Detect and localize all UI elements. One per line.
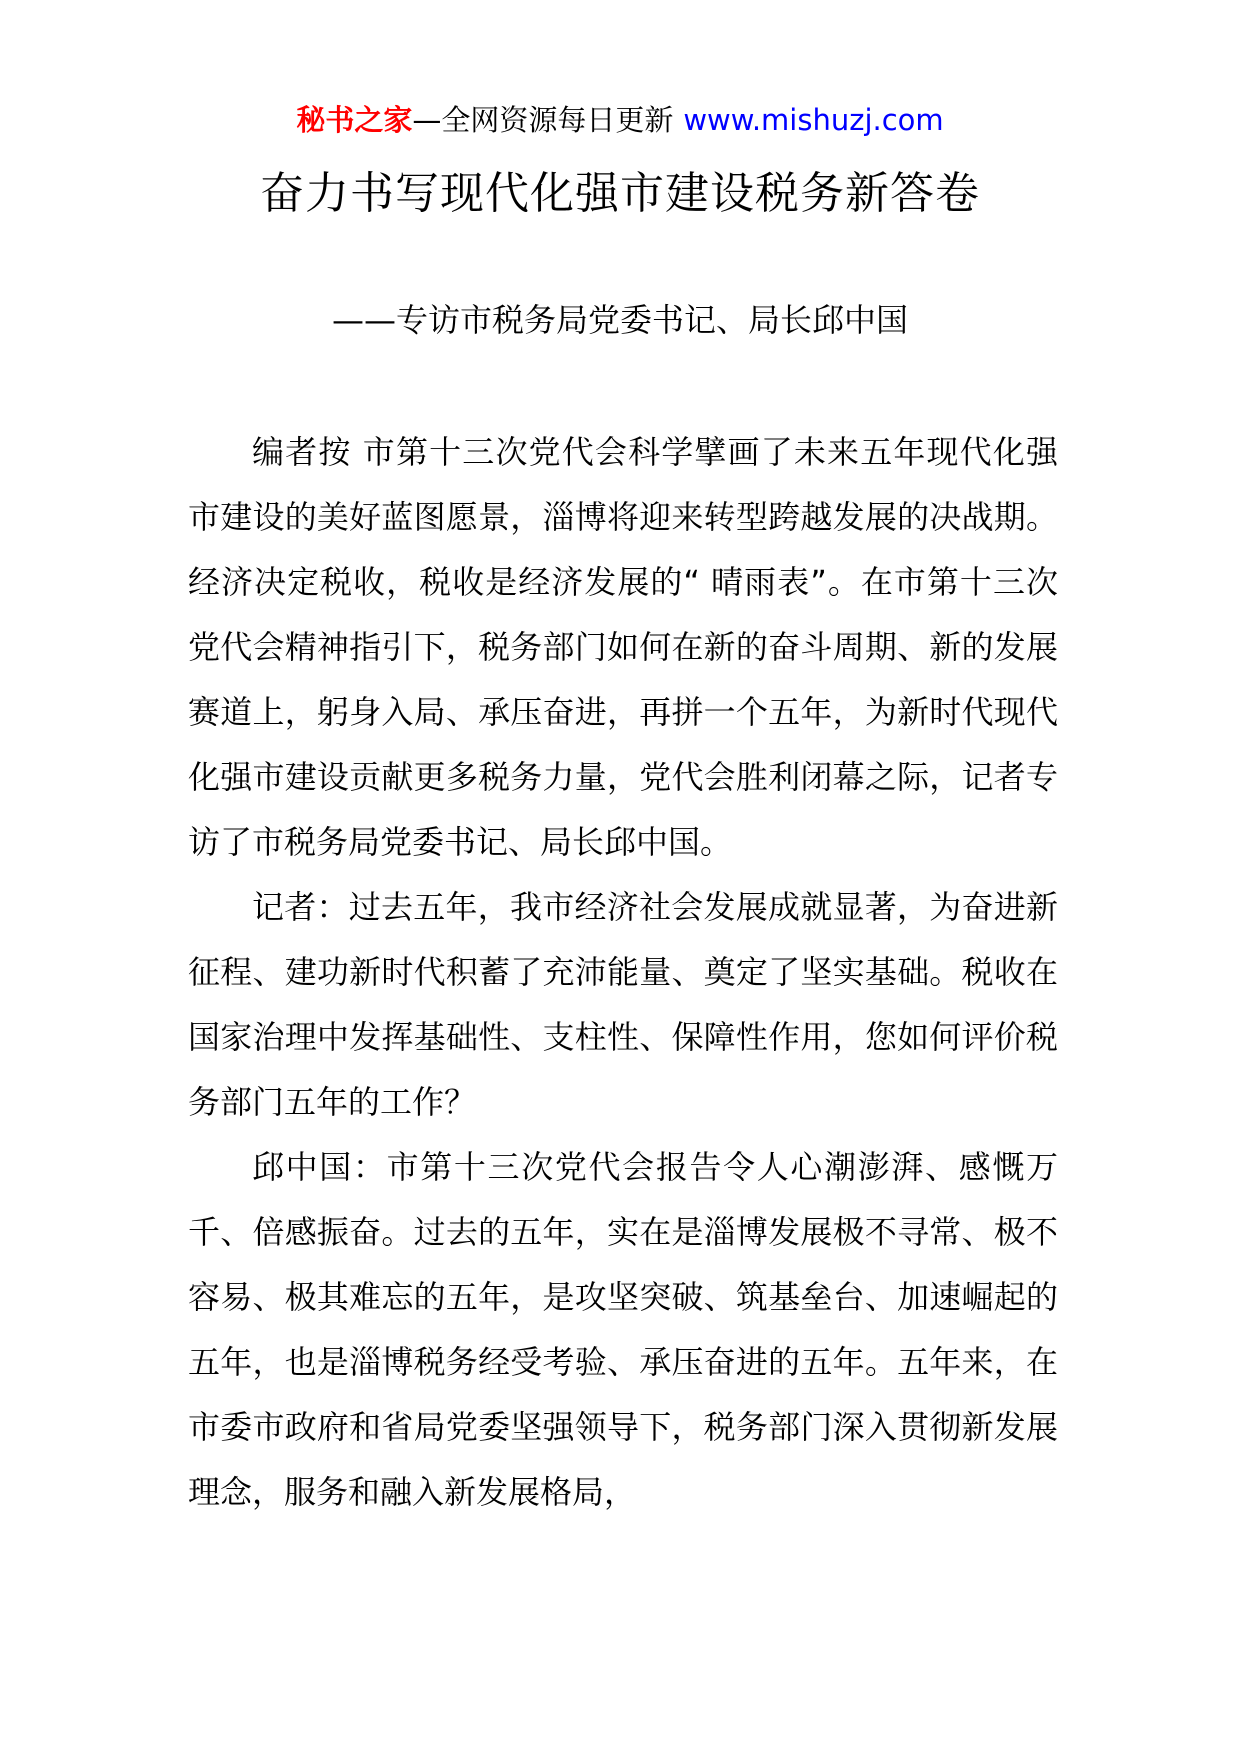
header-tagline: —全网资源每日更新 xyxy=(412,103,674,137)
site-header xyxy=(0,100,1240,140)
document-title: 奋力书写现代化强市建设税务新答卷 xyxy=(260,168,980,219)
document-body xyxy=(188,420,1058,1525)
paragraph-reporter-question: 记者：过去五年，我市经济社会发展成就显著，为奋进新征程、建功新时代积蓄了充沛能量、奠定了坚实基础。税收在国家治理中发挥基础性、支柱性、保障性作用，您如何评价税务部门五年的工作？ xyxy=(188,888,1058,1121)
site-url-link[interactable]: www.mishuzj.com xyxy=(683,103,944,137)
document-subtitle: ——专访市税务局党委书记、局长邱中国 xyxy=(331,301,908,339)
paragraph-interviewee-answer: 邱中国：市第十三次党代会报告令人心潮澎湃、感慨万千、倍感振奋。过去的五年，实在是淄博发展极不寻常、极不容易、极其难忘的五年，是攻坚突破、筑基垒台、加速崛起的五年，也是淄博税务经受考验、承压奋进的五年。五年来，在市委市政府和省局党委坚强领导下，税务部门深入贯彻新发展理念，服务和融入新发展格局， xyxy=(188,1148,1058,1511)
paragraph-editor-note: 编者按 市第十三次党代会科学擘画了未来五年现代化强市建设的美好蓝图愿景，淄博将迎来转型跨越发展的决战期。经济决定税收，税收是经济发展的“ 晴雨表”。在市第十三次党代会精神指引下，税务部门如何在新的奋斗周期、新的发展赛道上，躬身入局、承压奋进，再拼一个五年，为新时代现代化强市建设贡献更多税务力量，党代会胜利闭幕之际，记者专访了市税务局党委书记、局长邱中国。 xyxy=(188,433,1058,861)
brand-name: 秘书之家 xyxy=(296,103,413,137)
